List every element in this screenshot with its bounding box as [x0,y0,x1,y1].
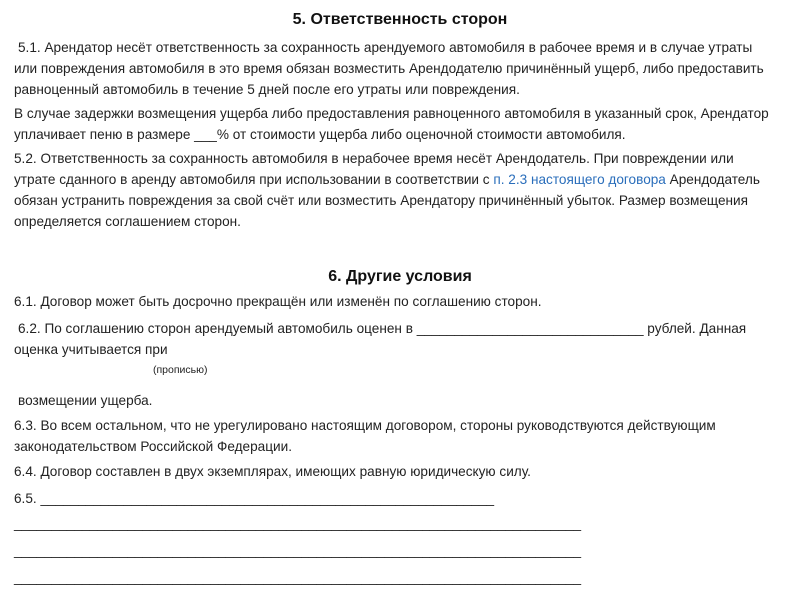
clause-6-3-line: законодательством Российской Федерации. [14,439,292,454]
clause-5-2-line: определяется соглашением сторон. [14,214,241,229]
clause-6-4: 6.4. Договор составлен в двух экземплярах, имеющих равную юридическую силу. [14,464,531,479]
clause-5-2 [14,148,760,232]
penalty-line: уплачивает пеню в размере ___% от стоимости ущерба либо оценочной стоимости автомобиля. [14,127,626,142]
clause-6-2-line: оценка учитывается при [14,342,168,357]
clause-5-1 [14,37,764,100]
contract-clause-2-3-link[interactable]: п. 2.3 настоящего договора [493,172,666,187]
clause-6-3 [14,415,716,457]
penalty-line: В случае задержки возмещения ущерба либо предоставления равноценного автомобиля в указанный срок, Арендатор [14,106,769,121]
clause-6-5: 6.5. ____________________________________________________________ [14,491,495,506]
clause-5-2-line [14,169,760,190]
blank-line: ___________________________________________________________________________ [14,516,582,531]
blank-line: ___________________________________________________________________________ [14,543,582,558]
blank-line: ___________________________________________________________________________ [14,570,582,585]
clause-6-1: 6.1. Договор может быть досрочно прекращён или изменён по соглашению сторон. [14,294,542,309]
blank-lines [14,513,581,588]
clause-6-2-line: 6.2. По соглашению сторон арендуемый автомобиль оценен в ______________________________ рублей. Данная [18,321,747,336]
clause-5-1-line: или повреждения автомобиля в это время обязан возместить Арендодателю причинённый ущерб, либо предоставить [14,61,764,76]
clause-6-3-line: 6.3. Во всем остальном, что не урегулировано настоящим договором, стороны руководствуются действующим [14,418,716,433]
clause-5-2-line: 5.2. Ответственность за сохранность автомобиля в нерабочее время несёт Арендодатель. При повреждении или [14,151,734,166]
section-5-title: 5. Ответственность сторон [292,11,508,28]
clause-5-2-line: обязан устранить повреждения за свой счёт или возместить Арендатору причинённый убыток. Размер возмещения [14,193,748,208]
clause-6-2 [14,318,747,360]
clause-5-1-penalty [14,103,769,145]
clause-6-2-end: возмещении ущерба. [18,393,153,408]
clause-5-2-text: Арендодатель [665,172,760,187]
clause-5-1-line: равноценный автомобиль в течение 5 дней после его утраты или повреждения. [14,82,520,97]
clause-5-2-text: утрате сданного в аренду автомобиля при использовании в соответствии с [14,172,494,187]
section-6-title: 6. Другие условия [328,268,472,285]
in-words-hint: (прописью) [153,364,208,376]
clause-5-1-line: 5.1. Арендатор несёт ответственность за сохранность арендуемого автомобиля в рабочее время и в случае утраты [18,40,753,55]
